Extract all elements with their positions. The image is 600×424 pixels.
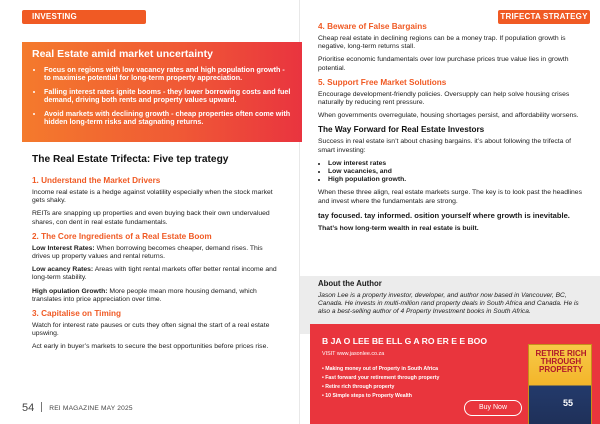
term-text: Areas with tight rental markets offer better rental income and long-term stability. (32, 266, 277, 282)
magazine-issue: REI MAGAZINE MAY 2025 (49, 405, 133, 412)
closing-line (318, 225, 586, 233)
author-bio: Jason Lee is a property investor, developer, and author now based in Vancouver, BC, Canada. He invests in multi-million rand property deals in South Africa and Canada. He is also a best-selling author of 4 Property Investment books in South Africa. (318, 292, 579, 315)
paragraph (32, 266, 280, 282)
section-heading-4: 4. Beware of False Bargains (318, 22, 427, 31)
hero-bullet: • Focus on regions with low vacancy rates and high population growth - to maximise potential for long-term property appreciation. (44, 66, 292, 83)
trifecta-list (318, 160, 586, 185)
paragraph: REITs are snapping up properties and even buying back their own undervalued shares, con dent in real estate fundamentals. (32, 210, 270, 226)
page-number: 54 (22, 402, 35, 414)
book-cover-title: RETIRE RICH THROUGH PROPERTY (535, 349, 587, 375)
section-tag-trifecta: TRIFECTA STRATEGY (498, 10, 590, 24)
paragraph (32, 245, 280, 261)
term-text: When borrowing becomes cheaper, demand rises. This drives up property values and rental returns. (32, 244, 263, 261)
term-label: High opulation Growth: (32, 287, 108, 295)
about-author-heading: About the Author (318, 279, 382, 288)
term-label: Low Interest Rates: (32, 244, 95, 252)
paragraph: Encourage development-friendly policies. Oversupply can help solve housing crises naturally by reducing rent pressure. (318, 90, 570, 107)
hero-bullet-list (32, 66, 292, 126)
book-advert[interactable] (310, 324, 600, 424)
list-item: • Low vacancies, and (328, 168, 586, 176)
list-item: • Low interest rates (328, 160, 586, 168)
paragraph: Income real estate is a hedge against volatility especially when the stock market gets shaky. (32, 189, 273, 205)
paragraph: Success in real estate isn’t about chasing bargains. it’s about following the trifecta of smart investing: (318, 138, 572, 154)
paragraph: Prioritise economic fundamentals over low purchase prices true value lies in growth potential. (318, 56, 569, 72)
way-forward-heading: The Way Forward for Real Estate Investors (318, 125, 485, 135)
advert-book-item: • 10 Simple steps to Property Wealth (322, 393, 412, 399)
left-column (32, 176, 280, 357)
section-heading-2: 2. The Core Ingredients of a Real Estate Boom (32, 231, 212, 241)
paragraph: Watch for interest rate pauses or cuts they often signal the start of a real estate upswing. (32, 322, 270, 338)
section-tag-investing: INVESTING (22, 10, 146, 24)
paragraph (32, 288, 280, 304)
section-heading-5: 5. Support Free Market Solutions (318, 77, 447, 87)
book-cover-number: 55 (563, 398, 574, 408)
term-text: More people mean more housing demand, which translates into price appreciation over time. (32, 287, 257, 303)
advert-headline: B JA O LEE BE ELL G A RO ER E E BOO (322, 336, 488, 346)
hero-title: Real Estate amid market uncertainty (32, 48, 213, 60)
footer-divider (41, 402, 42, 412)
hero-bullet: • Avoid markets with declining growth - cheap properties often come with hidden long-term risks and stagnating returns. (44, 110, 292, 127)
hero-box (22, 42, 302, 142)
advert-book-item: • Fast forward your retirement through property (322, 375, 440, 381)
section-heading-1: 1. Understand the Market Drivers (32, 176, 161, 185)
paragraph: Act early in buyer’s markets to secure the best opportunities before prices rise. (32, 343, 269, 351)
advert-book-item: • Making money out of Property in South Africa (322, 366, 439, 372)
closing-line-text: That’s how long-term wealth in real estate is built. (318, 224, 479, 232)
advert-website-link[interactable]: VISIT www.jasonlee.co.za (322, 351, 385, 357)
callout-text: tay focused. tay informed. osition yourself where growth is inevitable. (318, 210, 570, 220)
page-footer (22, 402, 133, 414)
article-title: The Real Estate Trifecta: Five tep trategy (32, 154, 229, 165)
paragraph: Cheap real estate in declining regions can be a money trap. If population growth is negative, long-term returns stall. (318, 35, 566, 51)
hero-bullet: • Falling interest rates ignite booms - they lower borrowing costs and fuel demand, driving both rents and property values upward. (44, 88, 292, 105)
list-item: • High population growth. (328, 176, 586, 184)
paragraph: When these three align, real estate markets surge. The key is to look past the headlines and invest where the fundamentals are strong. (318, 189, 582, 205)
term-label: Low acancy Rates: (32, 266, 94, 274)
buy-now-button[interactable]: Buy Now (464, 400, 522, 416)
right-column (318, 22, 586, 238)
advert-book-item: • Retire rich through property (322, 384, 395, 390)
section-heading-3: 3. Capitalise on Timing (32, 309, 122, 319)
book-cover-image (528, 344, 592, 424)
paragraph: When governments overregulate, housing shortages persist, and affordability worsens. (318, 112, 579, 120)
